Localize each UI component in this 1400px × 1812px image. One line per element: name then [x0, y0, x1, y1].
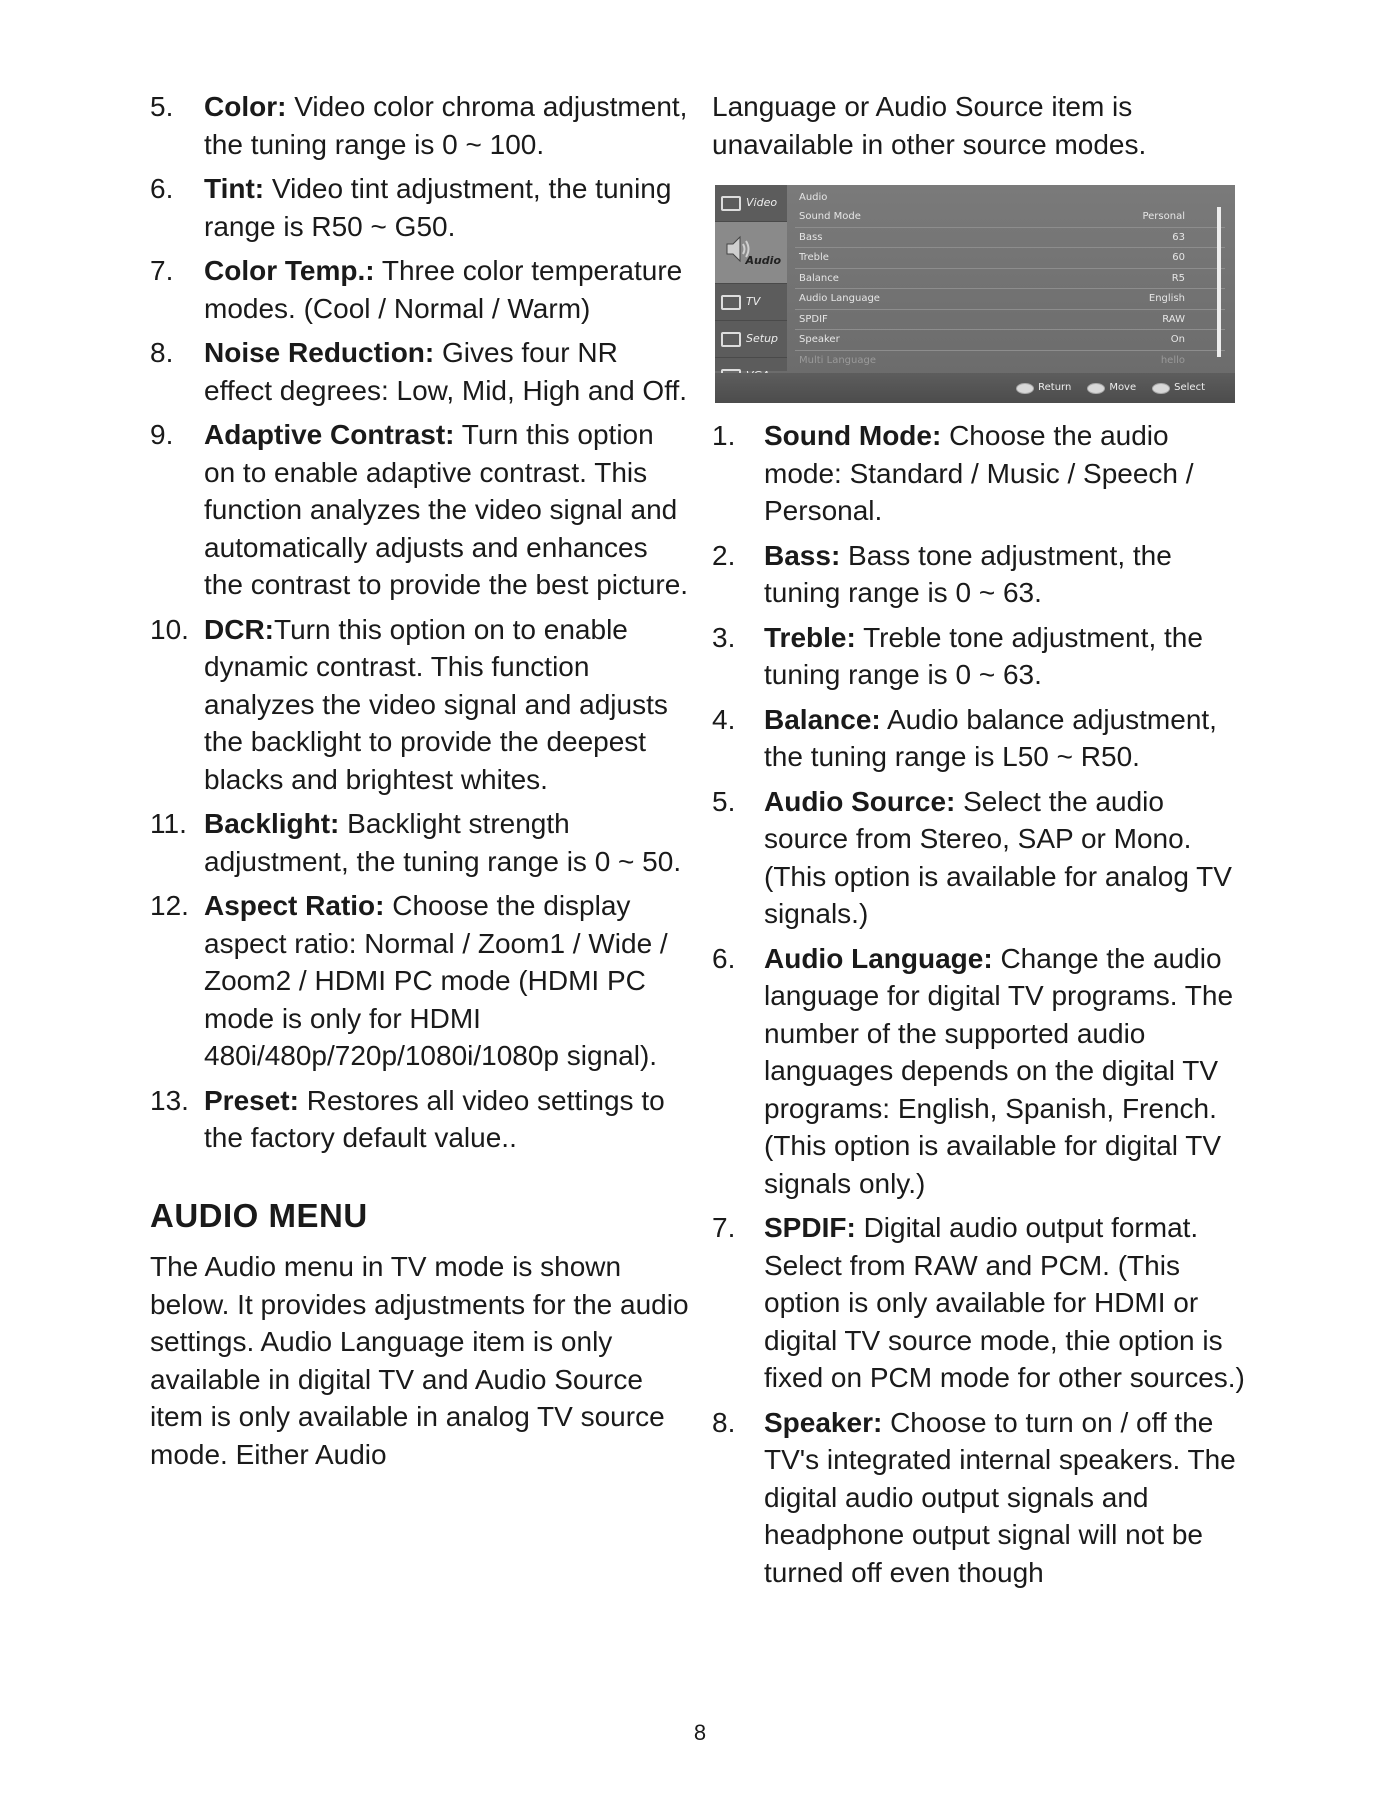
- tv-sidebar-label: TV: [746, 295, 761, 309]
- tv-menu-sidebar: [715, 185, 787, 371]
- tv-row-value: On: [1170, 334, 1185, 345]
- tv-row-value: RAW: [1162, 313, 1185, 325]
- item-number: 8.: [150, 337, 174, 368]
- list-item: [712, 783, 1252, 933]
- tv-sidebar-label: Audio: [745, 253, 781, 267]
- item-number: 3.: [712, 621, 736, 653]
- tv-row-value: hello: [1160, 354, 1185, 366]
- item-term: Sound Mode:: [764, 420, 942, 451]
- item-term: SPDIF:: [764, 1212, 856, 1243]
- item-term: Noise Reduction:: [204, 337, 435, 368]
- tv-sidebar-item-tv: [715, 284, 787, 321]
- list-item: [712, 1209, 1252, 1397]
- item-text: Change the audio language for digital TV programs. The number of the supported audio languages depends on the digital TV programs: English, Spanish, French. (This option is available for digital TV signals only.): [764, 942, 1234, 1199]
- item-number: 12.: [150, 890, 189, 921]
- list-item: [150, 805, 690, 880]
- item-term: Balance:: [764, 703, 881, 735]
- tv-sidebar-label: Setup: [746, 332, 779, 346]
- item-text: Restores all video settings to the factory default value..: [204, 1084, 665, 1153]
- audio-intro-continued: Language or Audio Source item is unavailable in other source modes.: [712, 91, 1147, 160]
- tv-row-label: Audio Language: [799, 293, 880, 304]
- tv-menu-row: [795, 269, 1225, 290]
- tv-menu-row: [795, 351, 1225, 371]
- item-text: Backlight strength adjustment, the tuning range is 0 ~ 50.: [204, 808, 682, 877]
- tv-move-hint: [1087, 369, 1136, 407]
- tv-icon: [721, 295, 741, 310]
- tv-menu-body: [795, 191, 1225, 370]
- item-text: Choose to turn on / off the TV's integrated internal speakers. The digital audio output signals and headphone output signal will not be turned off even though: [764, 1406, 1236, 1588]
- item-text: Gives four NR effect degrees: Low, Mid, High and Off.: [204, 337, 688, 406]
- list-item: [150, 334, 690, 409]
- audio-intro-paragraph: The Audio menu in TV mode is shown below. It provides adjustments for the audio settings. Audio Language item is only available in digital TV and Audio Source item is only available in analog TV source mode. Either Audio: [150, 1251, 689, 1470]
- item-term: Tint:: [204, 173, 265, 204]
- item-number: 7.: [712, 1212, 736, 1243]
- item-number: 8.: [712, 1406, 736, 1438]
- item-number: 6.: [150, 173, 174, 204]
- item-text: Video tint adjustment, the tuning range is R50 ~ G50.: [204, 173, 672, 242]
- tv-row-value: R5: [1171, 272, 1185, 284]
- item-number: 5.: [712, 785, 736, 817]
- item-number: 13.: [150, 1084, 189, 1116]
- tv-hint-label: Return: [1038, 382, 1072, 394]
- item-text: Choose the audio mode: Standard / Music / Speech / Personal.: [764, 420, 1194, 526]
- audio-menu-heading: AUDIO MENU: [150, 1196, 368, 1234]
- tv-audio-menu-screenshot: [715, 185, 1235, 403]
- tv-menu-scrollbar: [1217, 207, 1221, 357]
- item-term: Bass:: [764, 539, 841, 571]
- list-item: [150, 611, 690, 799]
- video-icon: [721, 196, 741, 211]
- list-item: [712, 940, 1252, 1203]
- tv-menu-row: [795, 289, 1225, 310]
- list-item: [712, 1404, 1252, 1592]
- item-text: Turn this option on to enable dynamic contrast. This function analyzes the video signal and adjusts the backlight to provide the deepest blacks and brightest whites.: [204, 613, 668, 795]
- tv-menu-title: Audio: [799, 192, 828, 203]
- page-number: 8: [693, 1720, 707, 1745]
- tv-hint-label: Select: [1174, 382, 1205, 394]
- tv-row-label: Multi Language: [799, 354, 876, 366]
- left-column: [150, 88, 690, 1473]
- select-button-icon: [1152, 383, 1170, 394]
- list-item: [150, 170, 690, 245]
- item-number: 2.: [712, 539, 736, 571]
- item-term: Aspect Ratio:: [204, 890, 385, 921]
- list-item: [150, 252, 690, 327]
- tv-sidebar-item-setup: [715, 321, 787, 358]
- tv-row-value: Personal: [1142, 211, 1185, 222]
- speaker-icon: [725, 234, 751, 264]
- list-item: [150, 416, 690, 604]
- tv-menu-row: [795, 248, 1225, 269]
- video-settings-list: [150, 88, 690, 1157]
- list-item: [150, 887, 690, 1075]
- item-number: 11.: [150, 808, 187, 839]
- item-text: Treble tone adjustment, the tuning range is 0 ~ 63.: [764, 621, 1203, 690]
- tv-row-label: Bass: [799, 231, 823, 243]
- tv-row-label: SPDIF: [799, 313, 828, 325]
- list-item: [712, 701, 1252, 776]
- tv-sidebar-item-audio: [715, 222, 787, 284]
- item-term: Audio Source:: [764, 785, 956, 817]
- item-term: Speaker:: [764, 1406, 883, 1438]
- item-number: 5.: [150, 91, 174, 122]
- item-text: Video color chroma adjustment, the tuning range is 0 ~ 100.: [204, 91, 688, 160]
- tv-row-label: Speaker: [799, 334, 840, 345]
- tv-sidebar-item-video: [715, 185, 787, 222]
- tv-return-hint: [1016, 369, 1071, 407]
- list-item: [712, 417, 1252, 530]
- item-text: Choose the display aspect ratio: Normal / Zoom1 / Wide / Zoom2 / HDMI PC mode (HDMI PC mode is only for HDMI 480i/480p/720p/1080i/1080p signal).: [204, 890, 668, 1071]
- tv-menu-row: [795, 228, 1225, 249]
- list-item: [150, 1082, 690, 1157]
- item-text: Turn this option on to enable adaptive contrast. This function analyzes the video signal and automatically adjusts and enhances the contrast to provide the best picture.: [204, 419, 689, 600]
- setup-icon: [721, 332, 741, 347]
- item-term: Color:: [204, 91, 287, 122]
- list-item: [712, 537, 1252, 612]
- item-term: DCR:: [204, 613, 274, 645]
- item-term: Audio Language:: [764, 942, 993, 974]
- item-text: Audio balance adjustment, the tuning range is L50 ~ R50.: [764, 703, 1217, 772]
- item-text: Bass tone adjustment, the tuning range is 0 ~ 63.: [764, 539, 1172, 608]
- item-number: 10.: [150, 613, 189, 645]
- item-term: Preset:: [204, 1084, 299, 1116]
- right-column: [712, 88, 1252, 1598]
- item-number: 9.: [150, 419, 174, 450]
- tv-sidebar-label: Video: [746, 196, 778, 210]
- move-button-icon: [1087, 383, 1105, 394]
- tv-row-value: English: [1148, 293, 1185, 304]
- tv-row-label: Sound Mode: [799, 211, 861, 222]
- item-number: 1.: [712, 420, 736, 451]
- list-item: [150, 88, 690, 163]
- tv-menu-row: [795, 330, 1225, 351]
- item-number: 6.: [712, 942, 736, 974]
- tv-hint-label: Move: [1109, 382, 1137, 394]
- tv-row-label: Balance: [799, 272, 839, 284]
- item-term: Backlight:: [204, 808, 340, 839]
- audio-settings-list: [712, 417, 1252, 1591]
- tv-menu-row: [795, 310, 1225, 331]
- tv-menu-footer: [715, 373, 1235, 403]
- item-number: 4.: [712, 703, 736, 735]
- tv-row-label: Treble: [799, 252, 829, 263]
- tv-row-value: 63: [1172, 231, 1185, 243]
- item-text: Three color temperature modes. (Cool / Normal / Warm): [204, 255, 683, 324]
- tv-menu-row: [795, 207, 1225, 228]
- item-number: 7.: [150, 255, 174, 286]
- item-term: Treble:: [764, 621, 856, 653]
- tv-select-hint: [1152, 369, 1205, 407]
- return-button-icon: [1016, 383, 1034, 394]
- list-item: [712, 619, 1252, 694]
- tv-row-value: 60: [1172, 252, 1185, 263]
- item-term: Color Temp.:: [204, 255, 375, 286]
- item-term: Adaptive Contrast:: [204, 419, 455, 450]
- item-text: Digital audio output format. Select from RAW and PCM. (This option is only available for HDMI or digital TV source mode, thie option is fixed on PCM mode for other sources.): [764, 1212, 1245, 1393]
- item-text: Select the audio source from Stereo, SAP or Mono. (This option is available for analog TV signals.): [764, 785, 1232, 929]
